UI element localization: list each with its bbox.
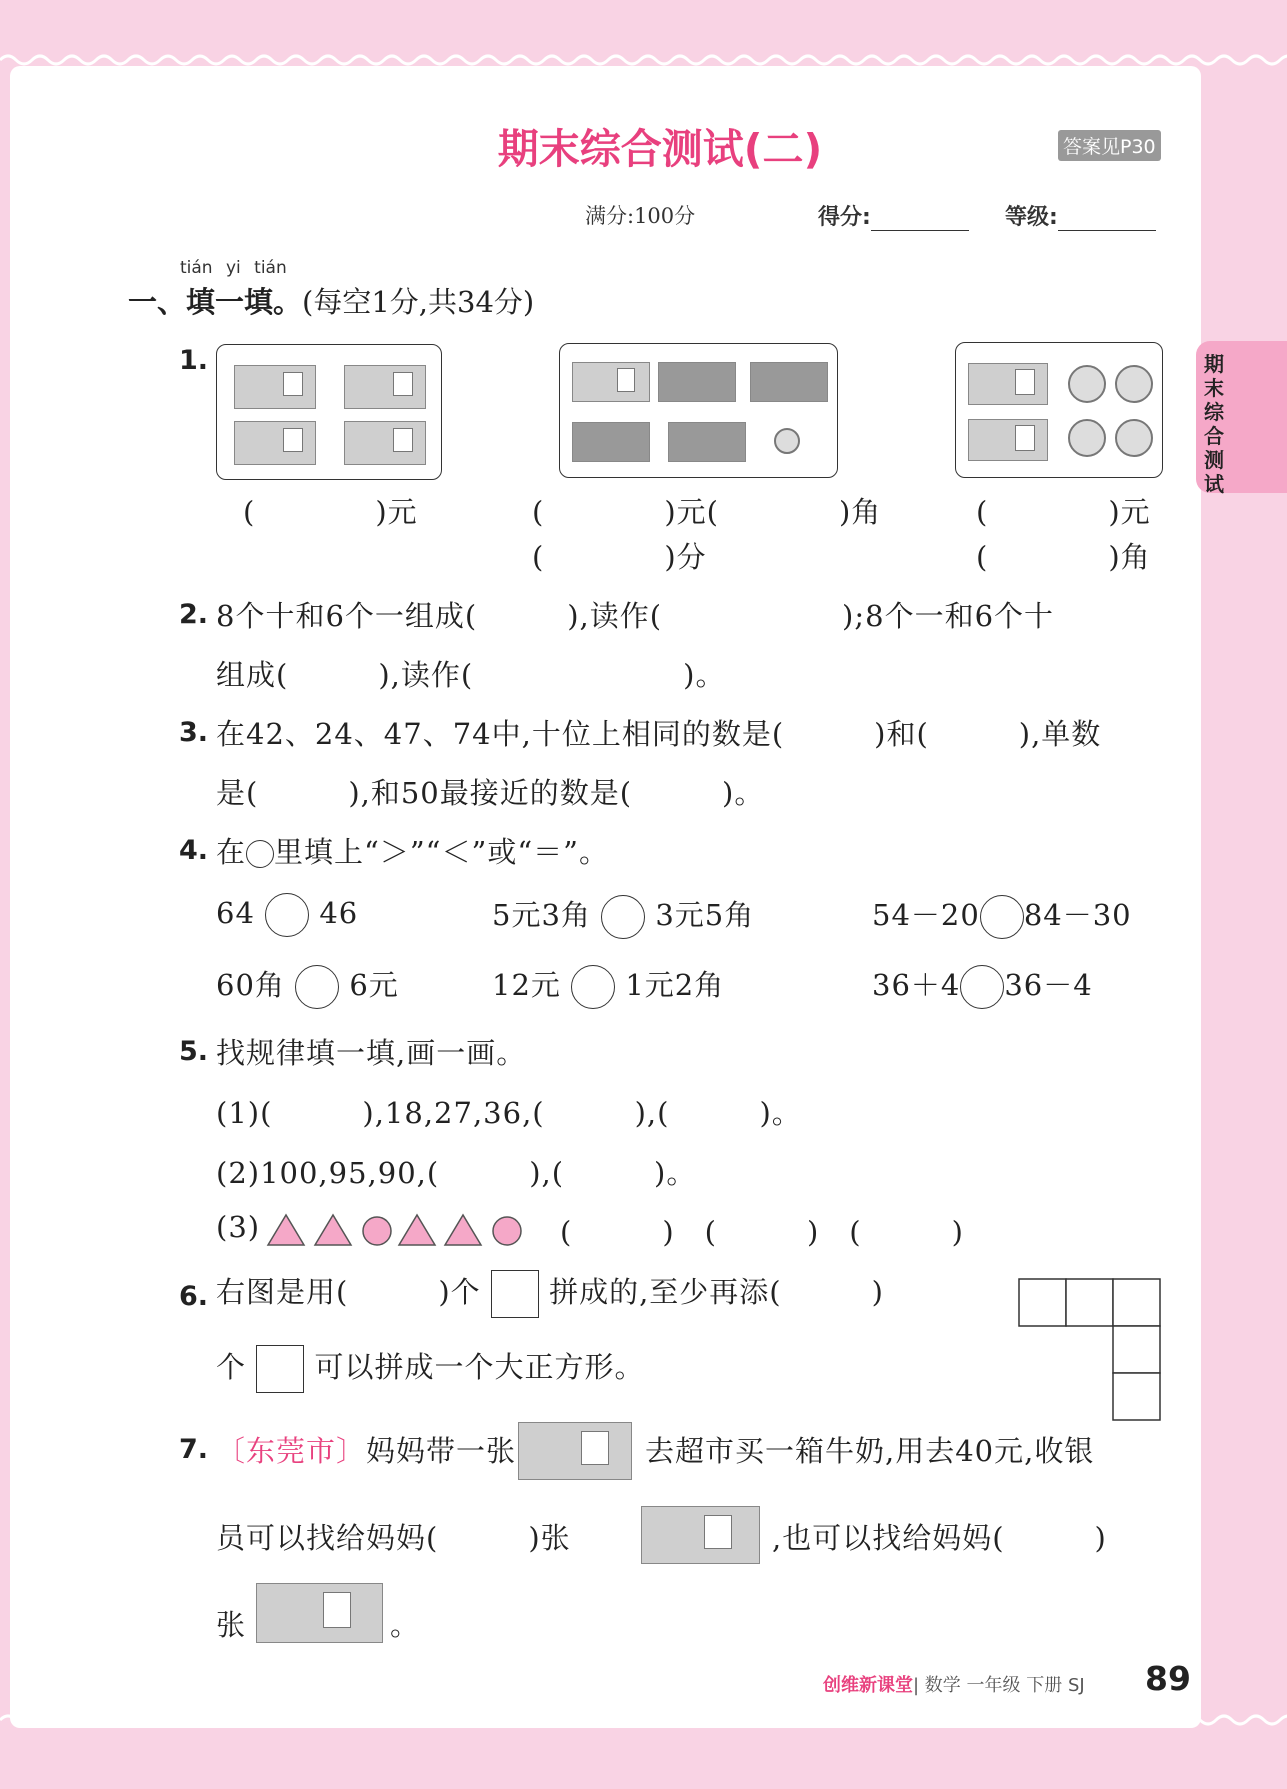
banknote-1-yuan [344, 365, 426, 409]
q7-line-3b: 。 [390, 1608, 421, 1642]
square-arrangement-figure [1018, 1278, 1164, 1424]
triangle-icon [315, 1215, 351, 1245]
compare-circle[interactable] [265, 893, 309, 937]
q4-item-6: 36＋4 36－4 [872, 963, 1093, 1009]
q2-line-1[interactable]: 8个十和6个一组成( ),读作( );8个一和6个十 [216, 599, 1055, 633]
compare-circle[interactable] [571, 965, 615, 1009]
footer-details: | 数学 一年级 下册 SJ [913, 1675, 1085, 1696]
banknote-10-yuan [968, 419, 1048, 461]
banknote-5-yuan [234, 421, 316, 465]
banknote-jiao-b [750, 362, 828, 402]
q1-answer-c2[interactable]: ( )角 [976, 540, 1151, 574]
region-tag: 〔东莞市〕 [216, 1434, 367, 1468]
money-box-3 [955, 342, 1163, 478]
square-icon [491, 1270, 539, 1318]
triangle-icon [445, 1215, 481, 1245]
score-blank[interactable] [871, 230, 969, 231]
square-icon [256, 1345, 304, 1393]
banknote-100-yuan [518, 1422, 632, 1480]
banknote-jiao-d [668, 422, 746, 462]
compare-circle[interactable] [980, 895, 1024, 939]
q6-line-1: 右图是用( )个 拼成的,至少再添( ) [216, 1270, 884, 1318]
banknote-jiao-c [572, 422, 650, 462]
q4-item-3: 54－20 84－30 [872, 893, 1132, 939]
coin-1-yuan [1068, 365, 1106, 403]
banknote-50-yuan [234, 365, 316, 409]
q4-item-5: 12元 1元2角 [492, 963, 724, 1009]
compare-circle[interactable] [960, 965, 1004, 1009]
score-label: 得分: [818, 205, 871, 230]
q5-part-2[interactable]: (2)100,95,90,( ),( )。 [216, 1156, 697, 1190]
footer-info [823, 1671, 1085, 1697]
q4-item-2: 5元3角 3元5角 [492, 893, 754, 939]
q5-part-1[interactable]: (1)( ),18,27,36,( ),( )。 [216, 1096, 802, 1130]
banknote-1-yuan-b [344, 421, 426, 465]
q4-instruction: 在 里填上“＞”“＜”或“＝”。 [216, 835, 609, 869]
banknote-jiao [658, 362, 736, 402]
circle-icon [493, 1217, 521, 1245]
section-pinyin: tián yi tián [180, 258, 287, 278]
q7-line-3a: 张 [216, 1608, 247, 1642]
q3-line-2[interactable]: 是( ),和50最接近的数是( )。 [216, 776, 765, 810]
q6-number: 6. [179, 1281, 209, 1312]
q2-line-2[interactable]: 组成( ),读作( )。 [216, 658, 726, 692]
coin-1-yuan-c [1115, 419, 1153, 457]
section-label: 一、填一填。 [128, 285, 303, 319]
q1-answer-c1[interactable]: ( )元 [976, 495, 1151, 529]
page-number: 89 [1145, 1659, 1191, 1698]
circle-icon [363, 1217, 391, 1245]
compare-circle[interactable] [295, 965, 339, 1009]
q7-line-2a[interactable]: 员可以找给妈妈( )张 [216, 1521, 571, 1555]
q7-line-1b: 去超市买一箱牛奶,用去40元,收银 [645, 1434, 1095, 1468]
q1-number: 1. [179, 345, 209, 376]
q4-item-1: 64 46 [216, 893, 358, 937]
side-tab-label: 期末综合测试 [1204, 352, 1224, 496]
shape-pattern [264, 1211, 529, 1249]
q1-answer-b1[interactable]: ( )元( )角 [532, 495, 882, 529]
q4-number: 4. [179, 835, 209, 866]
q5-part-3-label: (3) [216, 1210, 261, 1244]
grade-label: 等级: [1005, 205, 1058, 230]
coin-fen [774, 428, 800, 454]
page-title: 期末综合测试(二) [497, 125, 823, 173]
q6-line-2: 个 可以拼成一个大正方形。 [216, 1345, 644, 1393]
money-box-2 [559, 343, 838, 478]
grade-field [1005, 200, 1156, 231]
banknote-10-yuan-b [641, 1506, 760, 1564]
triangle-icon [268, 1215, 304, 1245]
q5-part-3-blanks[interactable]: ( ) ( ) ( ) [560, 1215, 964, 1249]
q5-title: 找规律填一填,画一画。 [216, 1036, 527, 1070]
circle-symbol-icon [246, 840, 274, 868]
section-heading [128, 280, 534, 321]
footer-brand: 创维新课堂 [823, 1675, 913, 1696]
banknote-1-yuan-c [572, 362, 650, 402]
full-score: 满分:100分 [585, 204, 696, 228]
triangle-icon [399, 1215, 435, 1245]
coin-5-jiao [1068, 419, 1106, 457]
q1-answer-a[interactable]: ( )元 [243, 495, 418, 529]
money-box-1 [216, 344, 442, 480]
q4-item-4: 60角 6元 [216, 963, 399, 1009]
q3-number: 3. [179, 717, 209, 748]
q7-line-2b[interactable]: ,也可以找给妈妈( ) [772, 1521, 1107, 1555]
q1-answer-b2[interactable]: ( )分 [532, 540, 707, 574]
q3-line-1[interactable]: 在42、24、47、74中,十位上相同的数是( )和( ),单数 [216, 717, 1102, 751]
q2-number: 2. [179, 599, 209, 630]
q5-number: 5. [179, 1036, 209, 1067]
q7-number: 7. [179, 1434, 209, 1465]
q7-line-1a: 〔东莞市〕妈妈带一张 [216, 1434, 517, 1468]
banknote-20-yuan-b [256, 1583, 383, 1643]
coin-1-yuan-b [1115, 365, 1153, 403]
score-field [818, 200, 969, 231]
compare-circle[interactable] [601, 895, 645, 939]
grade-blank[interactable] [1058, 230, 1156, 231]
answer-reference: 答案见P30 [1058, 130, 1161, 161]
banknote-20-yuan [968, 363, 1048, 405]
section-note: (每空1分,共34分) [302, 285, 535, 319]
